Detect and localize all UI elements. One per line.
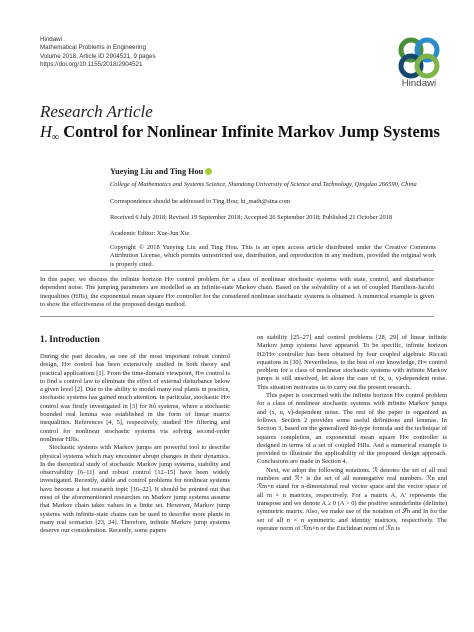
authors bbox=[110, 167, 212, 176]
paragraph: During the past decades, as one of the most important robust control design, H∞ control has been extensively studied in both theory and practical applications [1]. From the time-domain viewpoint, H∞ control is to find a control law to eliminate the effect of external disturbance below a given level [2]. Due to the ability to model many real plants in practice, stochastic systems has gained much attention. In particular, stochastic H∞ control was firstly investigated in [3] for Itô systems, where a stochastic bounded real lemma was established in the form of linear matrix inequalities. References [4, 5], respectively, studied H∞ filtering and control for nonlinear stochastic systems via solving second-order nonlinear HJIs. bbox=[40, 353, 230, 443]
article-title bbox=[40, 122, 440, 143]
publication-dates: Received 6 July 2018; Revised 19 September 2018; Accepted 26 September 2018; Published 21 October 2018 bbox=[110, 214, 393, 221]
paragraph: Next, we adopt the following notations. ℛ denotes the set of all real numbers and ℛ+ is the set of all nonnegative real numbers. ℛn and ℛm×n stand for n-dimensional real vector space and the vector space of all m × n matrices, respectively. For a matrix A, A′ represents the transpose and we denote A ≥ 0 (A > 0) the positive semidefinite (definite) symmetric matrix. Also, we make use of the notation of 𝒮n and In for the set of all n × n symmetric and identity matrices, respectively. The operator norm of ℛm×n or the Euclidean norm of ℛn is bbox=[257, 466, 447, 532]
copyright-notice: Copyright © 2018 Yueying Liu and Ting Hou. This is an open access article distributed under the Creative Commons Attribution License, which permits unrestricted use, distribution, and reproduction in any medium, provided the original work is properly cited. bbox=[110, 244, 436, 268]
title-text: Control for Nonlinear Infinite Markov Jump Systems bbox=[59, 122, 440, 141]
journal-meta-line: Volume 2018, Article ID 2904521, 9 pages bbox=[40, 52, 156, 60]
affiliation: College of Mathematics and Systems Science, Shandong University of Science and Technology, Qingdao 266590, China bbox=[110, 181, 417, 188]
abstract: In this paper, we discuss the infinite horizon H∞ control problem for a class of nonlinear stochastic systems with state, control, and disturbance dependent noise. The jumping parameters are modelled as an infinite-state Markov chain. Based on the solvability of a set of coupled Hamilton-Jacobi inequalities (HJIs), the exponential mean square H∞ controller for the considered nonlinear stochastic systems is obtained. A numerical example is given to show the effectiveness of the proposed design method. bbox=[40, 276, 434, 309]
title-symbol-subscript: ∞ bbox=[51, 132, 60, 143]
article-type: Research Article bbox=[40, 102, 153, 121]
divider bbox=[40, 316, 434, 317]
orcid-icon[interactable] bbox=[205, 168, 212, 175]
body-column-right bbox=[257, 334, 447, 533]
author-names[interactable]: Yueying Liu and Ting Hou bbox=[110, 167, 204, 176]
body-column-left bbox=[40, 353, 230, 536]
paragraph: Stochastic systems with Markov jumps are powerful tool to describe physical systems which may encounter abrupt changes in their dynamics. In the theoretical study of stochastic Markov jump systems, stability and observability [6–11] and robust control [12–15] have been widely investigated. Recently, stable and control problems for nonlinear systems have become a hot research topic [16–22]. It should be pointed out that most of the aforementioned researches on Markov jump systems assume that Markov chain takes values in a finite set. However, Markov jump systems with infinite-state chains can be used to describe more plants in many real scenarios [23, 24]. Therefore, infinite Markov jump systems deserve our consideration. Recently, some papers bbox=[40, 444, 230, 535]
hindawi-logo-icon bbox=[395, 36, 443, 80]
journal-meta-line: Hindawi bbox=[40, 36, 63, 43]
journal-meta bbox=[40, 36, 156, 69]
paragraph: This paper is concerned with the infinite horizon H∞ control problem for a class of nonlinear stochastic systems with infinite Markov jumps and (x, u, v)-dependent noise. The rest of the paper is organized as follows. Section 2 provides some useful definitions and lemmas. In Section 3, based on the generalized Itô-type formula and the technique of squares completion, an exponential mean square H∞ controller is designed in terms of a set of coupled HJIs. And a numerical example is provided to illustrate the applicability of the proposed design approach. Conclusions are made in Section 4. bbox=[257, 392, 447, 466]
publisher-logo-text: Hindawi bbox=[401, 78, 437, 89]
divider bbox=[40, 270, 434, 271]
academic-editor: Academic Editor: Xue-Jun Xie bbox=[110, 230, 190, 237]
title-symbol: H bbox=[40, 122, 52, 141]
doi-link[interactable]: https://doi.org/10.1155/2018/2904521 bbox=[40, 60, 143, 68]
journal-meta-line: Mathematical Problems in Engineering bbox=[40, 44, 146, 52]
correspondence: Correspondence should be addressed to Ting Hou; ht_math@sina.com bbox=[110, 198, 291, 205]
paragraph: on stability [25–27] and control problems [28, 29] of linear infinite Markov jump systems have appeared. To be specific, infinite horizon H2/H∞ controller has been obtained by four coupled algebraic Riccati equations in [30]. Nevertheless, to the best of our knowledge, H∞ control problem for a class of nonlinear stochastic systems with infinite Markov jumps is still unsolved, let alone the case of (x, u, v)-dependent noise. This situation motivates us to carry out the present research. bbox=[257, 334, 447, 391]
section-heading: 1. Introduction bbox=[40, 335, 100, 345]
